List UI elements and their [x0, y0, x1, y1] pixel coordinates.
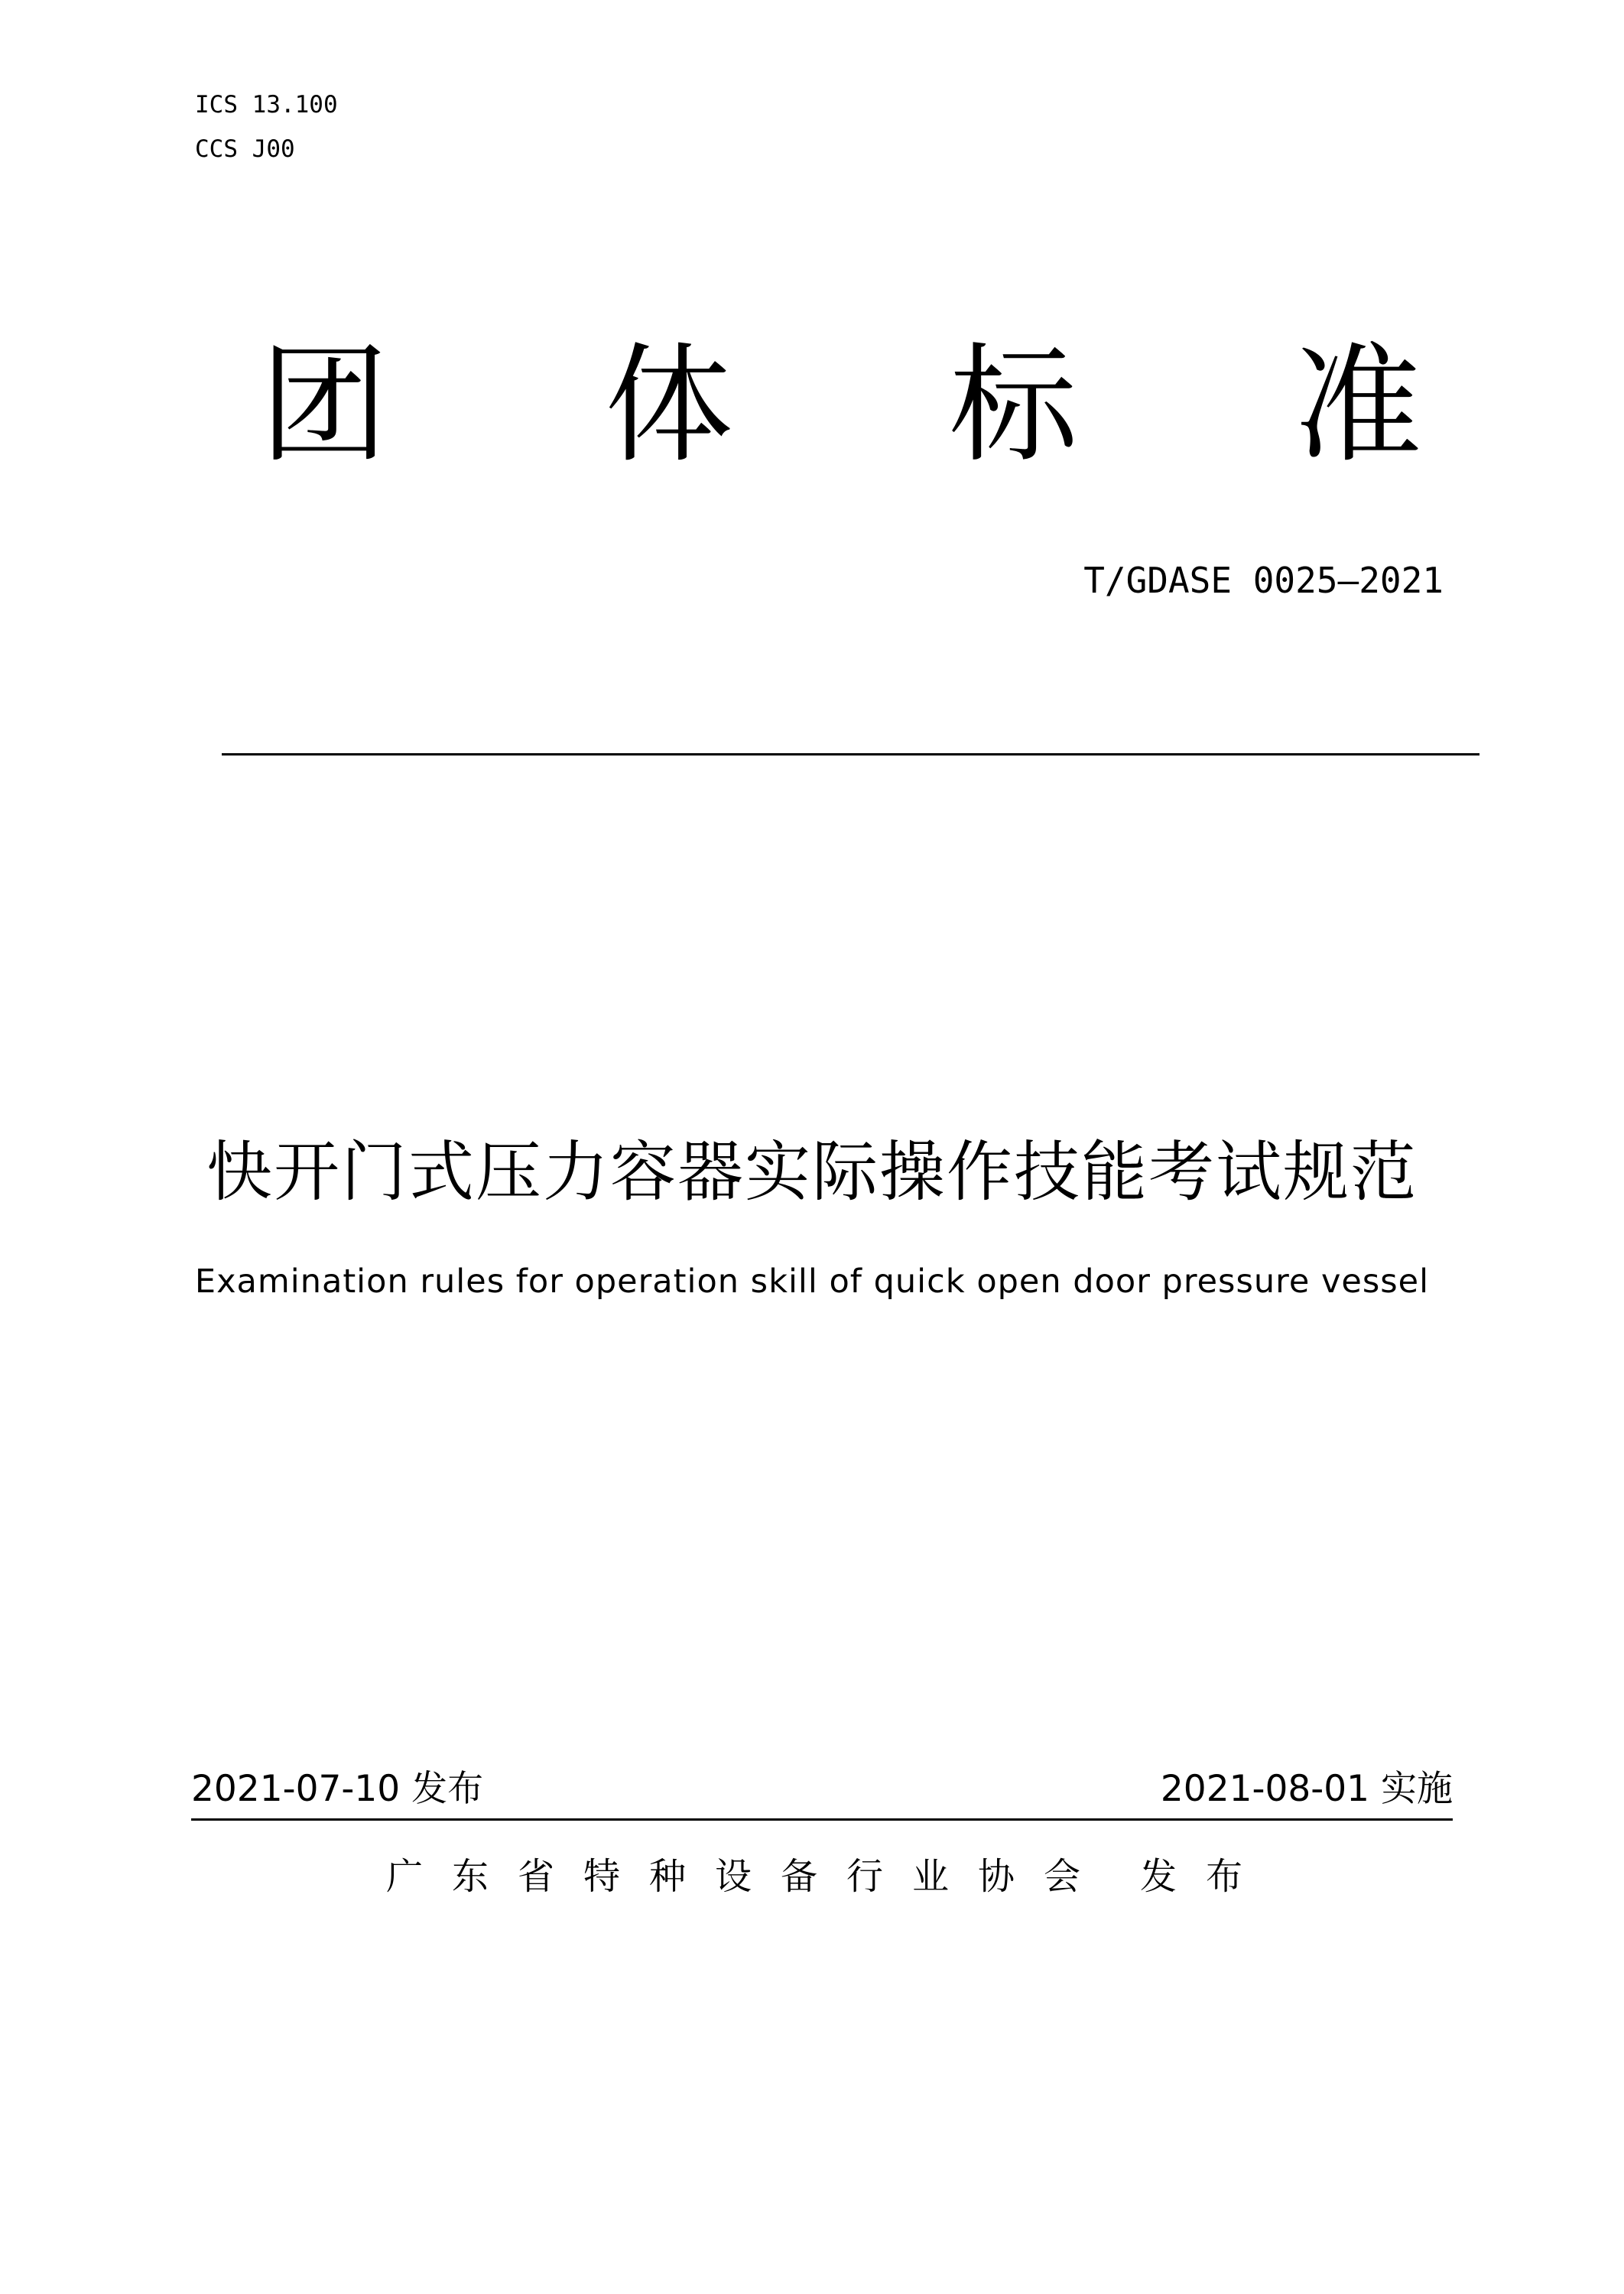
standard-type-char: 标 — [949, 330, 1078, 480]
release-date: 2021-07-10 发布 — [191, 1768, 484, 1810]
document-title-chinese: 快开门式压力容器实际操作技能考试规范 — [206, 1134, 1418, 1210]
ics-code: ICS 13.100 — [195, 91, 338, 119]
document-title-english: Examination rules for operation skill of quick open door pressure vessel — [194, 1262, 1430, 1301]
implementation-date: 2021-08-01 实施 — [1160, 1768, 1453, 1810]
top-divider — [222, 753, 1479, 755]
ccs-code: CCS J00 — [195, 135, 295, 163]
standard-type-char: 准 — [1293, 330, 1422, 480]
publisher-name: 广东省特种设备行业协会 — [386, 1855, 1110, 1898]
publisher-suffix: 发布 — [1140, 1855, 1272, 1898]
standard-type-char: 团 — [260, 330, 388, 480]
bottom-divider — [191, 1818, 1453, 1821]
dates-row — [191, 1768, 1453, 1810]
publisher-line — [386, 1855, 1272, 1898]
standard-number: T/GDASE 0025—2021 — [1083, 560, 1444, 601]
standard-type-char: 体 — [604, 330, 733, 480]
standard-type-heading — [260, 321, 1422, 489]
classification-codes — [195, 83, 338, 171]
